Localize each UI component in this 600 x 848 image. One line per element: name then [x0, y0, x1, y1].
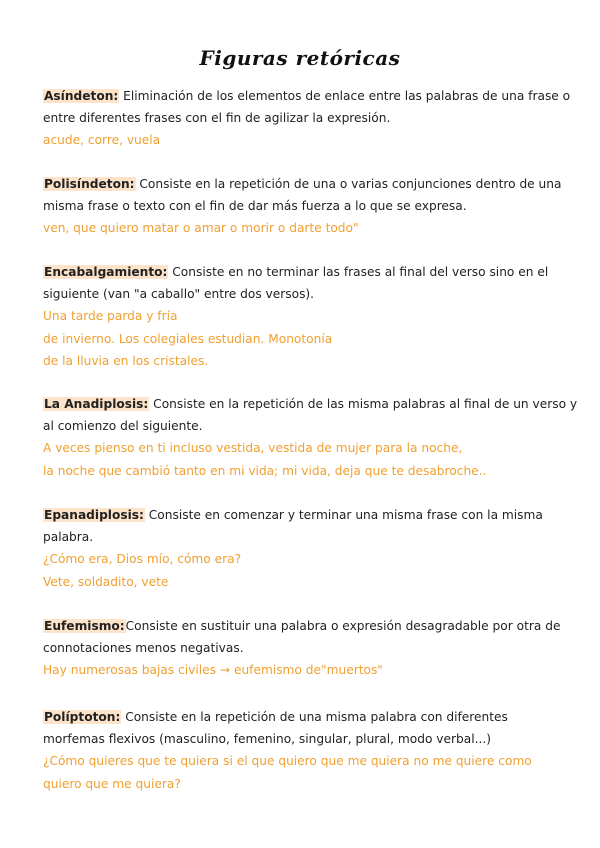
definition-line: siguiente (van "a caballo" entre dos versos). [43, 287, 315, 302]
definition-line [43, 706, 558, 728]
section-asindeton [43, 85, 571, 152]
example-line: Una tarde parda y fría [43, 309, 178, 324]
example-line: de invierno. Los colegiales estudian. Monotonía [43, 331, 333, 346]
definition-line: morfemas flexivos (masculino, femenino, singular, plural, modo verbal...) [43, 732, 491, 747]
section-anadiplosis [43, 393, 578, 482]
example-line: quiero que me quiera? [43, 776, 181, 791]
term-label: La Anadiplosis: [44, 397, 149, 411]
definition-line: misma frase o texto con el fin de dar más fuerza a lo que se expresa. [43, 199, 467, 214]
definition-line [43, 393, 578, 415]
definition-text: Eliminación de los elementos de enlace entre las palabras de una frase o [119, 89, 571, 103]
section-encabalgamiento [43, 261, 558, 372]
term-label: Eufemismo: [44, 619, 125, 633]
section-poliptoton [43, 706, 558, 795]
definition-line [43, 173, 562, 195]
example-line: ¿Cómo quieres que te quiera si el que quiero que me quiera no me quiere como [43, 754, 532, 769]
term-label: Epanadiplosis: [44, 508, 144, 522]
example-line: A veces pienso en ti incluso vestida, vestida de mujer para la noche, [43, 441, 463, 456]
example-line: Vete, soldadito, vete [43, 574, 169, 589]
definition-text: Consiste en sustituir una palabra o expresión desagradable por otra de [125, 619, 561, 633]
example-line: ven, que quiero matar o amar o morir o darte todo" [43, 221, 359, 236]
definition-line [43, 615, 561, 637]
term-label: Encabalgamiento: [44, 265, 168, 279]
term-label: Políptoton: [44, 710, 121, 724]
section-eufemismo [43, 615, 561, 682]
section-epanadiplosis [43, 504, 558, 593]
definition-line [43, 85, 571, 107]
example-line: acude, corre, vuela [43, 133, 161, 148]
definition-text: Consiste en comenzar y terminar una misma frase con la misma [144, 508, 543, 522]
term-label: Polisíndeton: [44, 177, 135, 191]
definition-line: entre diferentes frases con el fin de agilizar la expresión. [43, 111, 391, 126]
section-polisindeton [43, 173, 562, 240]
definition-line: al comienzo del siguiente. [43, 419, 203, 434]
example-line: de la lluvia en los cristales. [43, 353, 209, 368]
term-label: Asíndeton: [44, 89, 119, 103]
page-title: Figuras retóricas [199, 46, 401, 70]
definition-text: Consiste en no terminar las frases al final del verso sino en el [168, 265, 549, 279]
definition-text: Consiste en la repetición de una misma palabra con diferentes [121, 710, 508, 724]
definition-line: palabra. [43, 530, 94, 545]
definition-line: connotaciones menos negativas. [43, 641, 244, 656]
definition-line [43, 504, 558, 526]
definition-line [43, 261, 558, 283]
definition-text: Consiste en la repetición de una o varias conjunciones dentro de una [135, 177, 562, 191]
definition-text: Consiste en la repetición de las misma palabras al final de un verso y [149, 397, 578, 411]
example-line: ¿Cómo era, Dios mío, cómo era? [43, 552, 242, 567]
example-line: Hay numerosas bajas civiles → eufemismo de"muertos" [43, 663, 383, 678]
example-line: la noche que cambió tanto en mi vida; mi vida, deja que te desabroche.. [43, 463, 487, 478]
